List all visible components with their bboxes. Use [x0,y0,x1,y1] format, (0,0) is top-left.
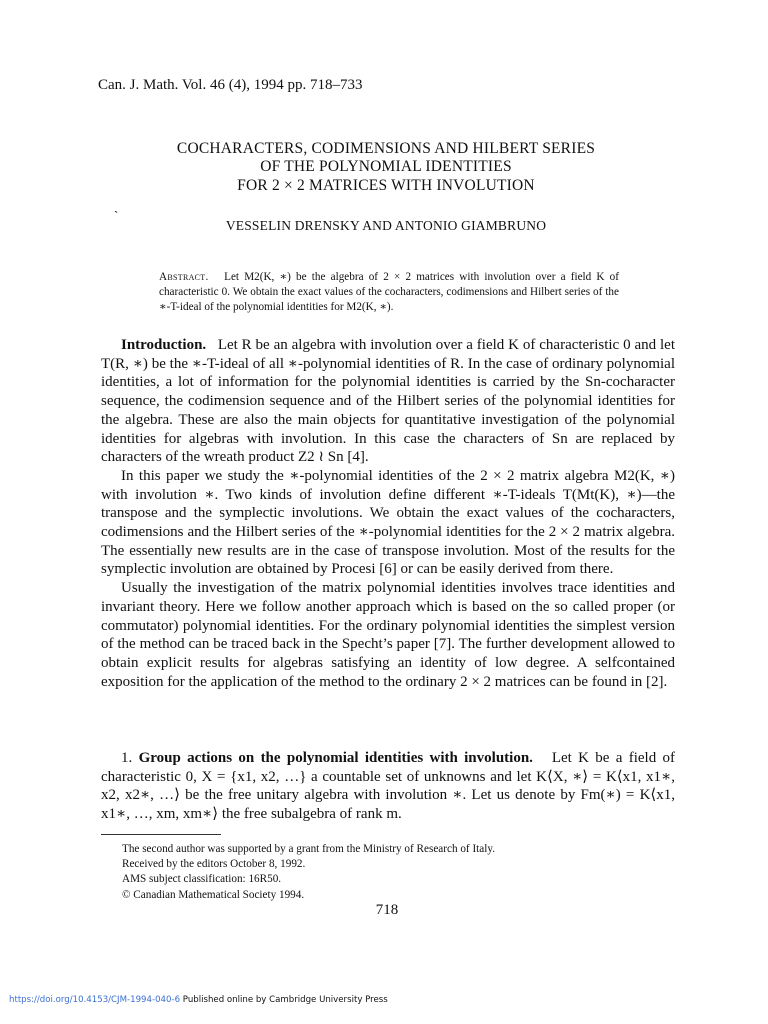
paper-title-line-1: COCHARACTERS, CODIMENSIONS AND HILBERT SERIES [176,140,596,157]
abstract [159,270,619,315]
journal-reference: Can. J. Math. Vol. 46 (4), 1994 pp. 718–733 [98,77,363,93]
footnote-rule [101,834,221,835]
intro-heading: Introduction. [121,337,207,353]
footnotes [122,842,495,903]
section-1 [101,749,675,824]
abstract-text: Let M2(K, ∗) be the algebra of 2 × 2 matrices with involution over a field K of characteristic 0. We obtain the exact values of the cocharacters, codimensions and Hilbert series of the ∗-T-ideal of the polynomial identities for M2(K, ∗). [159,271,619,313]
intro-paragraph-3: Usually the investigation of the matrix polynomial identities involves trace identities and invariant theory. Here we follow another approach which is based on the so called proper (or commutator) polynomial identities. For the ordinary polynomial identities the simplest version of the method can be traced back in the Specht’s paper [7]. The further development allowed to obtain explicit results for algebras satisfying an identity of low degree. A selfcontained exposition for the application of the method to the ordinary 2 × 2 matrices can be found in [2]. [101,580,675,690]
footnote-ams-classification: AMS subject classification: 16R50. [122,873,282,886]
page-number: 718 [375,902,399,918]
footnote-received: Received by the editors October 8, 1992. [122,858,306,871]
publication-note: Published online by Cambridge University Press [182,995,388,1005]
introduction-section [101,336,675,691]
authors: VESSELIN DRENSKY AND ANTONIO GIAMBRUNO [225,218,547,233]
abstract-label: Abstract. [159,271,209,283]
footnote-copyright: © Canadian Mathematical Society 1994. [122,888,305,901]
section-1-number: 1. [121,750,133,766]
paper-title-line-3: FOR 2 × 2 MATRICES WITH INVOLUTION [237,177,535,194]
intro-paragraph-1-text: Let R be an algebra with involution over a field K of characteristic 0 and let T(R, ∗) be the ∗-T-ideal of all ∗-polynomial identities of R. In the case of ordinary polynomial identities, a lot of information for the polynomial identities is carried by the Sn-cocharacter sequence, the codimension sequence and of the Hilbert series of the polynomial identities for the algebra. These are also the main objects for quantitative investigation of the polynomial identities for algebras with involution. In this case the characters of Sn are replaced by characters of the wreath product Z2 ≀ Sn [4]. [101,337,675,466]
intro-paragraph-2: In this paper we study the ∗-polynomial identities of the 2 × 2 matrix algebra M2(K, ∗) with involution ∗. Two kinds of involution define different ∗-T-ideals T(Mt(K), ∗)—the transpose and the symplectic involutions. We obtain the exact values of the cocharacters, codimensions and the Hilbert series of the ∗-polynomial identities for the 2 × 2 matrix algebra. The essentially new results are in the case of transpose involution. Most of the results for the symplectic involution are obtained by Procesi [6] or can be easily derived from there. [101,467,675,578]
section-1-text: Let K be a field of characteristic 0, X = {x1, x2, …} a countable set of unknowns and let K⟨X, ∗⟩ = K⟨x1, x1∗, x2, x2∗, …⟩ be the free unitary algebra with involution ∗. Let us denote by Fm(∗) = K⟨x1, x1∗, …, xm, xm∗⟩ the free subalgebra of rank m. [101,750,676,823]
doi-link[interactable]: https://doi.org/10.4153/CJM-1994-040-6 [9,995,181,1005]
paper-title-line-2: OF THE POLYNOMIAL IDENTITIES [260,158,512,175]
doi-footer [9,995,388,1005]
section-1-heading: Group actions on the polynomial identities with involution. [138,750,533,766]
footnote-grant: The second author was supported by a grant from the Ministry of Research of Italy. [122,843,496,855]
stray-mark: ` [114,208,119,223]
section-1-paragraph [101,749,675,824]
intro-paragraph-1 [101,336,675,467]
